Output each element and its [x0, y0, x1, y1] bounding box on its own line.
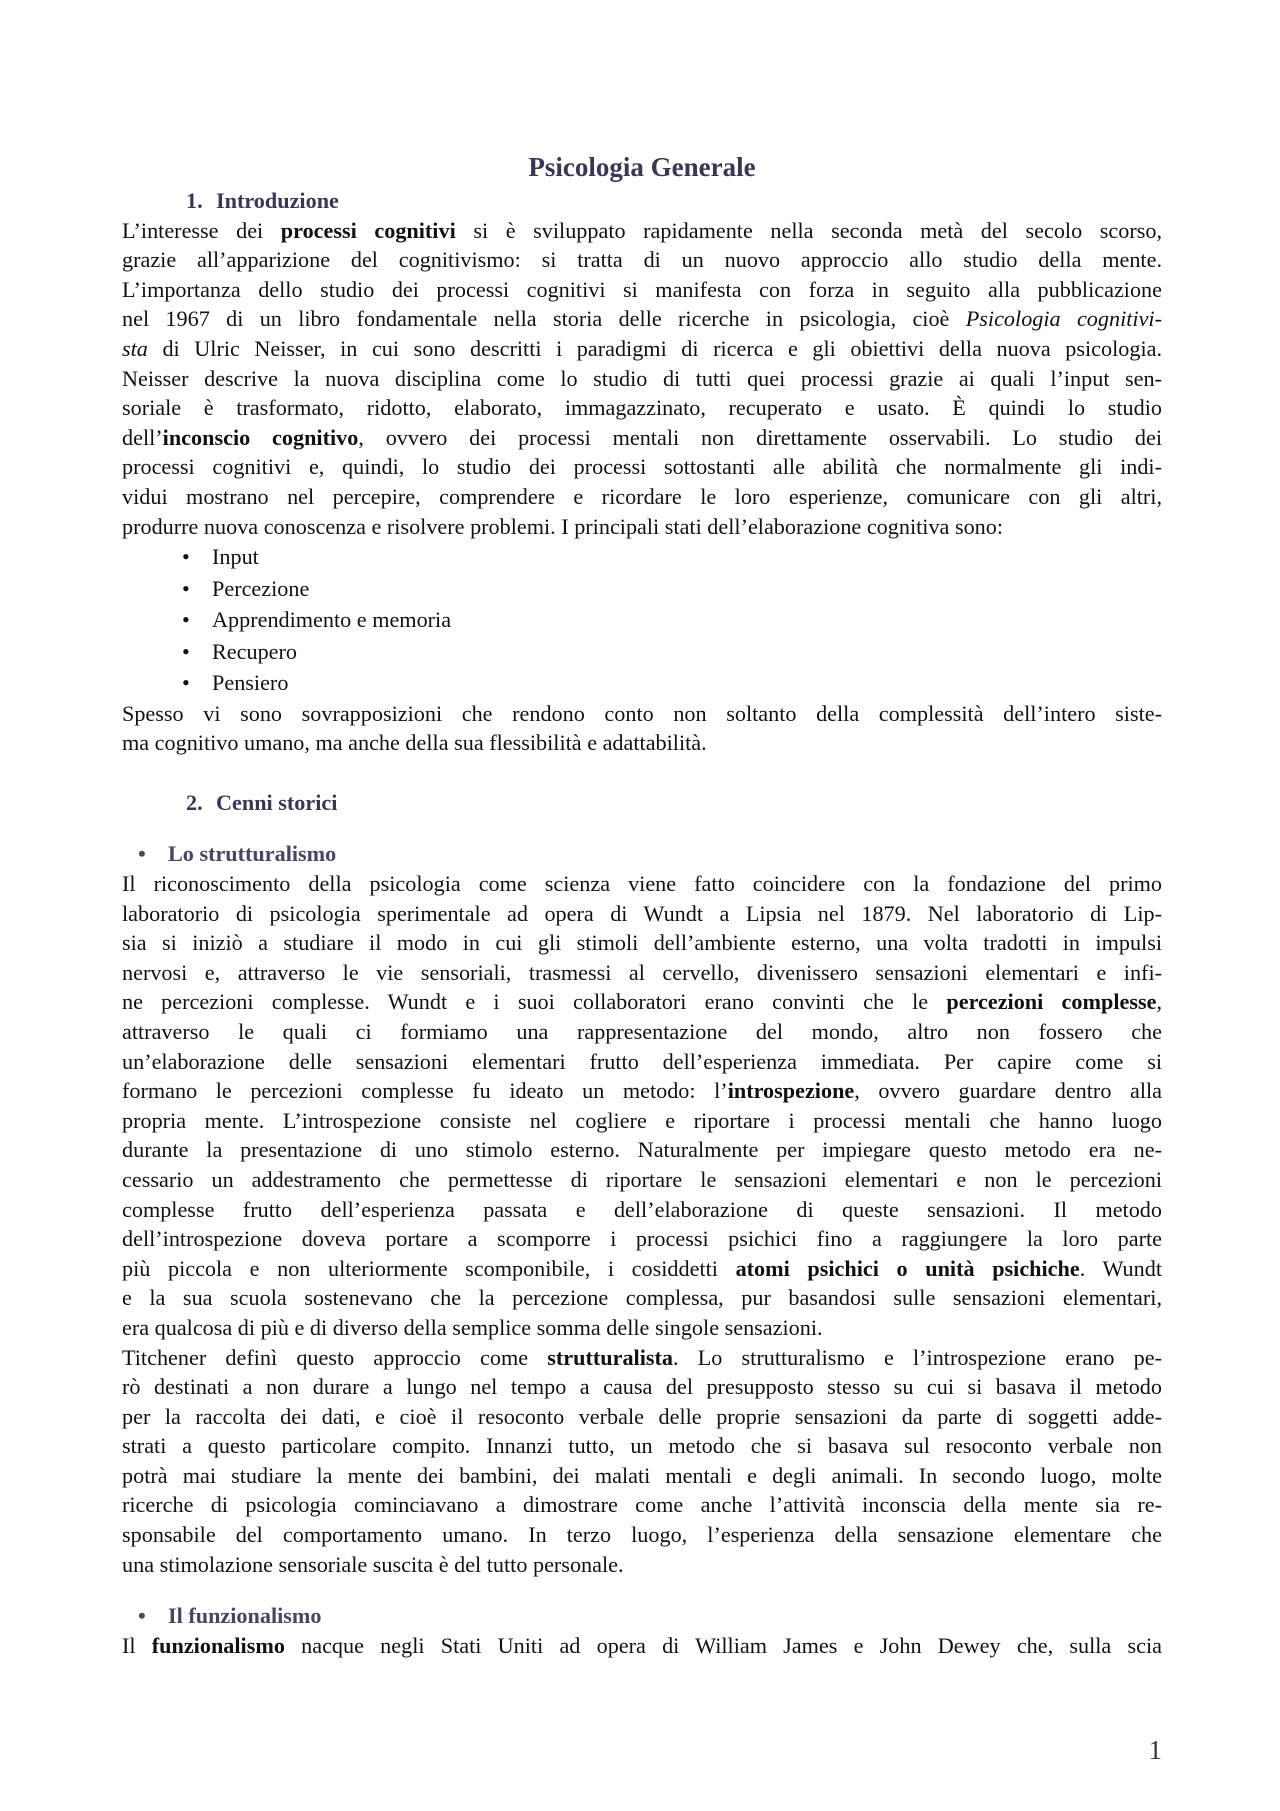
- text-line: per la raccolta dei dati, e cioè il resoconto verbale delle proprie sensazioni da parte di soggetti adde-: [122, 1403, 1162, 1429]
- subsection-title: Lo strutturalismo: [168, 841, 337, 867]
- text-line: produrre nuova conoscenza e risolvere problemi. I principali stati dell’elaborazione cognitiva sono:: [122, 513, 1004, 539]
- bullet-icon: •: [182, 670, 190, 696]
- text-line: potrà mai studiare la mente dei bambini, dei malati mentali e degli animali. In secondo luogo, molte: [122, 1462, 1162, 1488]
- bullet-icon: •: [182, 607, 190, 633]
- text-line: soriale è trasformato, ridotto, elaborato, immagazzinato, recuperato e usato. È quindi lo studio: [122, 395, 1162, 421]
- list-item-label: Apprendimento e memoria: [212, 607, 452, 633]
- bold-term: introspezione: [727, 1078, 855, 1104]
- section-title: Introduzione: [216, 188, 339, 213]
- paragraph: [122, 216, 1162, 542]
- subsection-heading-strutturalismo: [122, 839, 1162, 869]
- text-line: ricerche di psicologia cominciavano a dimostrare come anche l’attività inconscia della mente sia re-: [122, 1492, 1162, 1518]
- text-line: laboratorio di psicologia sperimentale ad opera di Wundt a Lipsia nel 1879. Nel laboratorio di Lip-: [122, 900, 1162, 926]
- text-line: complesse frutto dell’esperienza passata e dell’elaborazione di queste sensazioni. Il metodo: [122, 1196, 1162, 1222]
- section-title: Cenni storici: [216, 789, 338, 815]
- bullet-icon: •: [138, 841, 146, 867]
- italic-title: Psicologia cognitivi-: [965, 306, 1162, 332]
- text-line: dell’inconscio cognitivo, ovvero dei processi mentali non direttamente osservabili. Lo studio dei: [122, 424, 1162, 450]
- bullet-icon: •: [182, 544, 190, 570]
- text-line: processi cognitivi e, quindi, lo studio dei processi sottostanti alle abilità che normalmente gli indi-: [122, 454, 1162, 480]
- list-item: [182, 573, 1162, 605]
- bullet-icon: •: [182, 638, 190, 664]
- section-heading-introduzione: [122, 186, 1162, 216]
- text-line: Il funzionalismo nacque negli Stati Uniti ad opera di William James e John Dewey che, sulla scia: [122, 1632, 1162, 1658]
- document-page: [122, 150, 1162, 1660]
- list-item-label: Pensiero: [212, 670, 289, 696]
- text-line: vidui mostrano nel percepire, comprendere e ricordare le loro esperienze, comunicare con gli altri,: [122, 483, 1162, 509]
- list-item: [182, 667, 1162, 699]
- bullet-list: [122, 541, 1162, 699]
- text-line: più piccola e non ulteriormente scomponibile, i cosiddetti atomi psichici o unità psichiche. Wundt: [122, 1255, 1163, 1281]
- text-line: sta di Ulric Neisser, in cui sono descritti i paradigmi di ricerca e gli obiettivi della nuova psicologia.: [122, 335, 1162, 361]
- text-line: e la sua scuola sostenevano che la percezione complessa, pur basandosi sulle sensazioni elementari,: [122, 1285, 1162, 1311]
- list-item-label: Percezione: [212, 575, 310, 601]
- bold-term: funzionalismo: [151, 1632, 285, 1658]
- document-title: Psicologia Generale: [528, 152, 756, 182]
- paragraph: [122, 1631, 1162, 1661]
- text-line: grazie all’apparizione del cognitivismo: si tratta di un nuovo approccio allo studio della mente.: [122, 247, 1162, 273]
- text-line: Spesso vi sono sovrapposizioni che rendono conto non soltanto della complessità dell’intero siste-: [122, 700, 1162, 726]
- text-line: Titchener definì questo approccio come strutturalista. Lo strutturalismo e l’introspezione erano pe-: [122, 1344, 1163, 1370]
- bold-term: atomi psichici o unità psichiche: [735, 1255, 1080, 1281]
- subsection-heading-funzionalismo: [122, 1601, 1162, 1631]
- section-number: 1.: [186, 188, 203, 213]
- page-number: 1: [1148, 1735, 1162, 1765]
- text-line: nel 1967 di un libro fondamentale nella storia delle ricerche in psicologia, cioè Psicologia cognitivi-: [122, 306, 1162, 332]
- bold-term: percezioni complesse: [946, 989, 1157, 1015]
- text-line: Neisser descrive la nuova disciplina come lo studio di tutti quei processi grazie ai quali l’input sen-: [122, 365, 1162, 391]
- section-heading-cenni-storici: [122, 788, 1162, 818]
- list-item: [182, 636, 1162, 668]
- bullet-icon: •: [182, 575, 190, 601]
- text-line: un’elaborazione delle sensazioni elementari frutto dell’esperienza immediata. Per capire come si: [122, 1048, 1162, 1074]
- text-line: propria mente. L’introspezione consiste nel cogliere e riportare i processi mentali che hanno luogo: [122, 1107, 1162, 1133]
- bold-term: strutturalista: [547, 1344, 673, 1370]
- bold-term: inconscio cognitivo: [162, 424, 359, 450]
- paragraph: [122, 869, 1162, 1343]
- text-line: dell’introspezione doveva portare a scomporre i processi psichici fino a raggiungere la loro parte: [122, 1226, 1162, 1252]
- text-line: una stimolazione sensoriale suscita è del tutto personale.: [122, 1551, 624, 1577]
- text-line: era qualcosa di più e di diverso della semplice somma delle singole sensazioni.: [122, 1314, 823, 1340]
- text-line: formano le percezioni complesse fu ideato un metodo: l’introspezione, ovvero guardare dentro alla: [122, 1078, 1163, 1104]
- text-line: Il riconoscimento della psicologia come scienza viene fatto coincidere con la fondazione del primo: [122, 871, 1162, 896]
- list-item-label: Recupero: [212, 638, 298, 664]
- text-line: sia si iniziò a studiare il modo in cui gli stimoli dell’ambiente esterno, una volta tradotti in impulsi: [122, 930, 1162, 956]
- text-line: sponsabile del comportamento umano. In terzo luogo, l’esperienza della sensazione elementare che: [122, 1522, 1162, 1548]
- text-line: attraverso le quali ci formiamo una rappresentazione del mondo, altro non fossero che: [122, 1018, 1162, 1044]
- bold-term: processi cognitivi: [280, 217, 456, 243]
- text-line: cessario un addestramento che permettesse di riportare le sensazioni elementari e non le percezioni: [122, 1166, 1162, 1192]
- subsection-title: Il funzionalismo: [168, 1603, 322, 1629]
- text-line: ma cognitivo umano, ma anche della sua flessibilità e adattabilità.: [122, 730, 707, 756]
- list-item: [182, 541, 1162, 573]
- bullet-icon: •: [138, 1603, 146, 1629]
- list-item: [182, 604, 1162, 636]
- paragraph: [122, 1343, 1162, 1580]
- section-number: 2.: [186, 789, 203, 815]
- text-line: L’importanza dello studio dei processi cognitivi si manifesta con forza in seguito alla pubblicazione: [122, 276, 1162, 302]
- list-item-label: Input: [212, 544, 259, 570]
- text-line: nervosi e, attraverso le vie sensoriali, trasmessi al cervello, divenissero sensazioni elementari e infi-: [122, 959, 1162, 985]
- italic-title: sta: [122, 335, 148, 361]
- text-line: strati a questo particolare compito. Innanzi tutto, un metodo che si basava sul resoconto verbale non: [122, 1433, 1162, 1459]
- text-line: durante la presentazione di uno stimolo esterno. Naturalmente per impiegare questo metodo era ne-: [122, 1137, 1162, 1163]
- text-line: L’interesse dei processi cognitivi si è sviluppato rapidamente nella seconda metà del secolo scorso,: [122, 217, 1162, 243]
- paragraph: [122, 699, 1162, 758]
- text-line: rò destinati a non durare a lungo nel tempo a causa del presupposto stesso su cui si basava il metodo: [122, 1374, 1162, 1400]
- text-line: ne percezioni complesse. Wundt e i suoi collaboratori erano convinti che le percezioni complesse,: [122, 989, 1162, 1015]
